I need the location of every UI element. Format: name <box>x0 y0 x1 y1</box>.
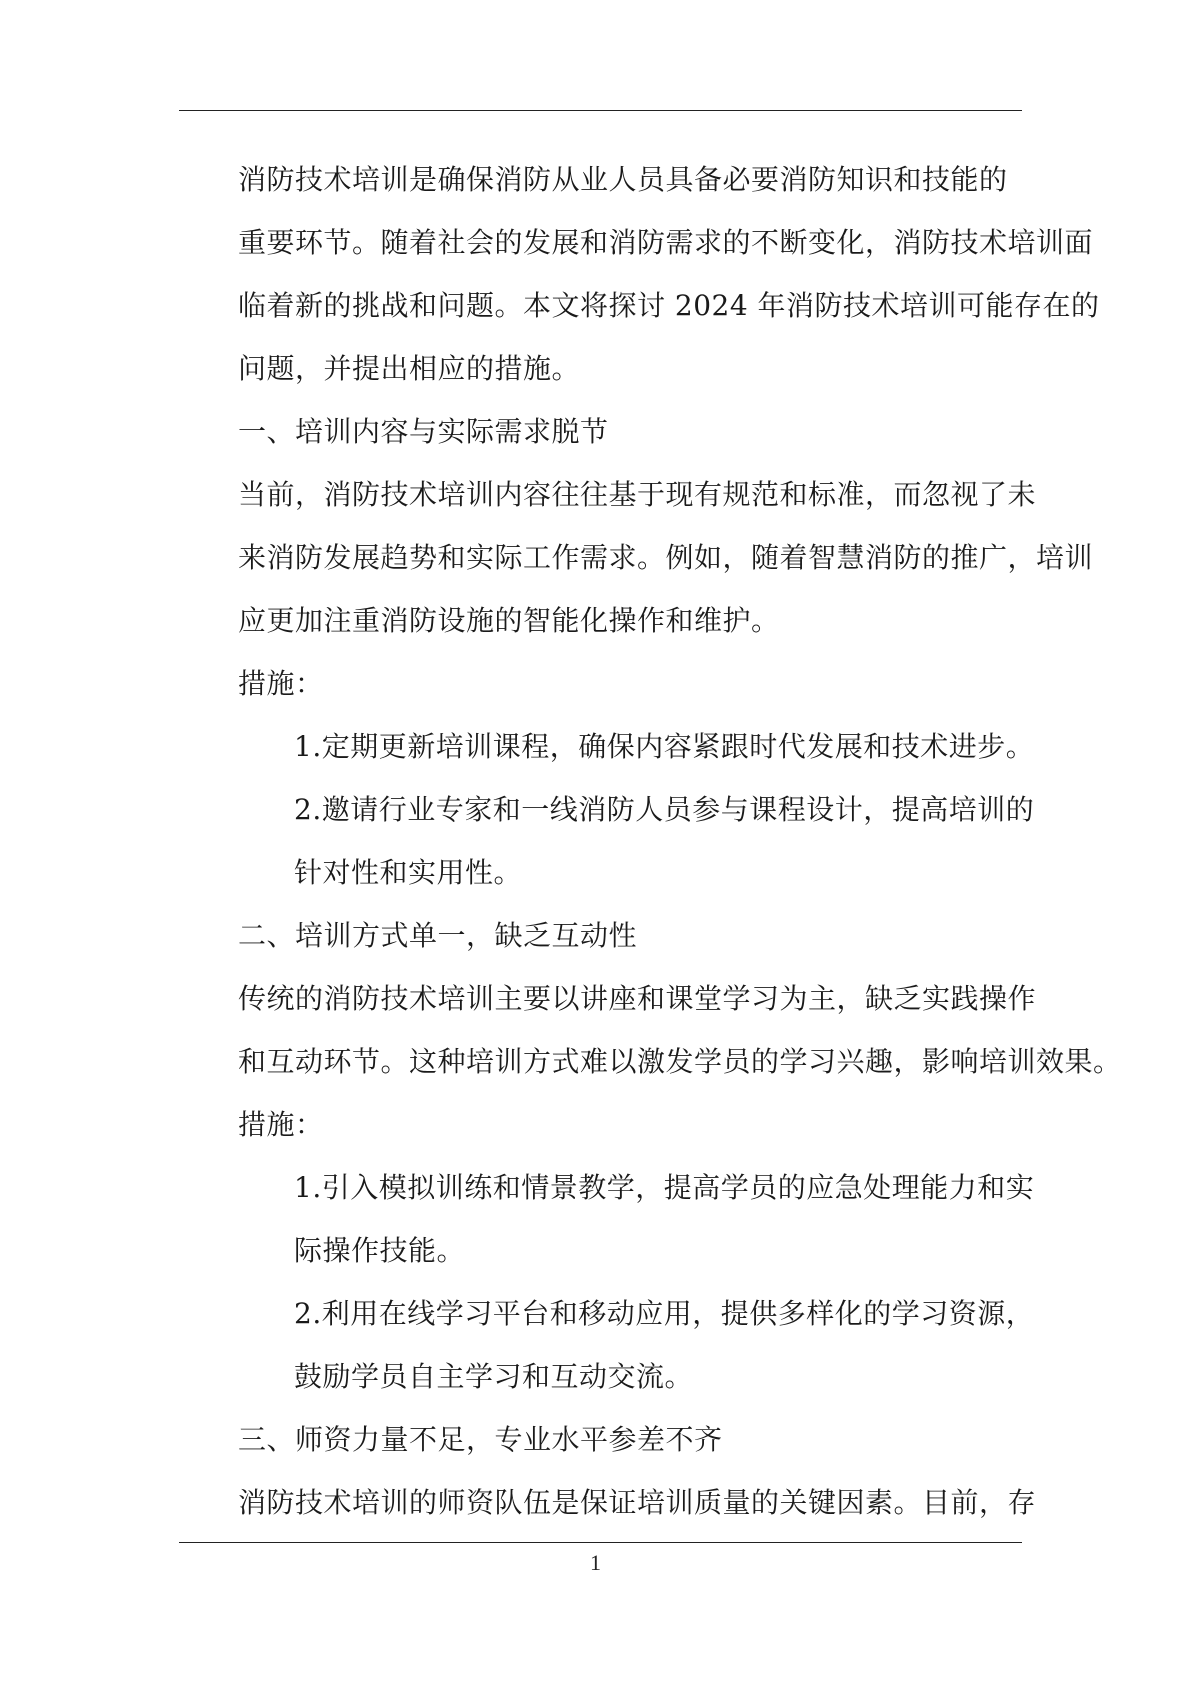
paragraph <box>182 1282 1035 1408</box>
text-line: 2.利用在线学习平台和移动应用，提供多样化的学习资源， <box>294 1297 1035 1330</box>
paragraph <box>182 1156 1035 1282</box>
paragraph <box>182 400 1020 463</box>
paragraph <box>182 463 1094 652</box>
text-line: 传统的消防技术培训主要以讲座和课堂学习为主，缺乏实践操作 <box>238 982 1037 1015</box>
page-number: 1 <box>590 1550 601 1575</box>
text-line: 问题，并提出相应的措施。 <box>238 352 581 385</box>
text-line: 鼓励学员自主学习和互动交流。 <box>294 1360 694 1393</box>
text-line: 措施： <box>238 667 324 700</box>
text-line: 2.邀请行业专家和一线消防人员参与课程设计，提高培训的 <box>294 793 1035 826</box>
text-line: 当前，消防技术培训内容往往基于现有规范和标准，而忽视了未 <box>238 478 1037 511</box>
text-line: 应更加注重消防设施的智能化操作和维护。 <box>238 604 780 637</box>
paragraph <box>182 778 1035 904</box>
footer-rule <box>179 1542 1022 1543</box>
document-body <box>182 148 1122 1534</box>
text-line: 来消防发展趋势和实际工作需求。例如，随着智慧消防的推广，培训 <box>238 541 1094 574</box>
text-line: 措施： <box>238 1108 324 1141</box>
text-line: 临着新的挑战和问题。本文将探讨 2024 年消防技术培训可能存在的 <box>238 289 1100 322</box>
paragraph <box>182 1408 1020 1471</box>
text-line: 二、培训方式单一，缺乏互动性 <box>238 919 638 952</box>
paragraph <box>182 1471 1037 1534</box>
text-line: 和互动环节。这种培训方式难以激发学员的学习兴趣，影响培训效果。 <box>238 1045 1122 1078</box>
text-line: 消防技术培训的师资队伍是保证培训质量的关键因素。目前，存 <box>238 1486 1037 1519</box>
paragraph <box>182 1093 1020 1156</box>
text-line: 消防技术培训是确保消防从业人员具备必要消防知识和技能的 <box>238 163 1008 196</box>
text-line: 际操作技能。 <box>294 1234 466 1267</box>
text-line: 三、师资力量不足，专业水平参差不齐 <box>238 1423 723 1456</box>
text-line: 针对性和实用性。 <box>294 856 523 889</box>
text-line: 1.定期更新培训课程，确保内容紧跟时代发展和技术进步。 <box>294 730 1035 763</box>
header-rule <box>179 110 1022 111</box>
paragraph <box>182 715 1035 778</box>
paragraph <box>182 652 1020 715</box>
text-line: 重要环节。随着社会的发展和消防需求的不断变化，消防技术培训面 <box>238 226 1094 259</box>
text-line: 一、培训内容与实际需求脱节 <box>238 415 609 448</box>
text-line: 1.引入模拟训练和情景教学，提高学员的应急处理能力和实 <box>294 1171 1035 1204</box>
paragraph <box>182 904 1020 967</box>
paragraph <box>182 148 1100 400</box>
paragraph <box>182 967 1122 1093</box>
